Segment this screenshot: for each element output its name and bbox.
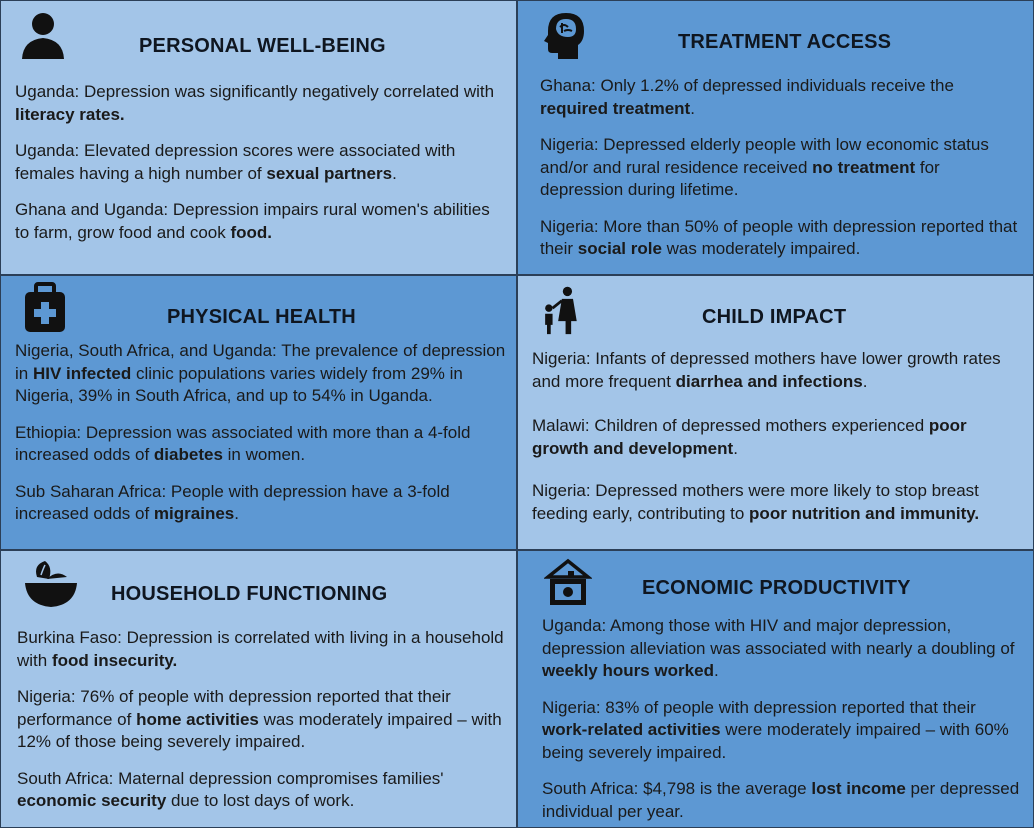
money-house-icon <box>544 557 592 609</box>
panel-body <box>15 81 506 258</box>
panel-body <box>542 615 1023 828</box>
panel-title: PHYSICAL HEALTH <box>167 306 356 328</box>
fact-item: Nigeria: Depressed mothers were more likely to stop breast feeding early, contributing to poor nutrition and immunity. <box>532 481 980 523</box>
panel-child-impact <box>517 275 1034 550</box>
fact-item: Malawi: Children of depressed mothers experienced poor growth and development. <box>532 416 967 458</box>
fact-item: Nigeria: More than 50% of people with depression reported that their social role was moderately impaired. <box>540 216 1018 258</box>
panel-body <box>532 348 1023 539</box>
fact-item: Nigeria: 76% of people with depression reported that their performance of home activities was moderately impaired – with 12% of those being severely impaired. <box>17 687 502 751</box>
panel-body <box>540 75 1023 275</box>
fact-item: Ghana and Uganda: Depression impairs rural women's abilities to farm, grow food and cook food. <box>15 200 490 242</box>
panel-physical-health <box>0 275 517 550</box>
fact-item: Nigeria: 83% of people with depression reported that their work-related activities were moderately impaired – with 60% being severely impaired. <box>542 697 1009 762</box>
fact-item: Nigeria: Infants of depressed mothers have lower growth rates and more frequent diarrhea and infections. <box>532 349 1001 391</box>
mother-child-icon <box>536 284 584 336</box>
fact-item: Ethiopia: Depression was associated with more than a 4-fold increased odds of diabetes in women. <box>15 422 471 464</box>
panel-title: TREATMENT ACCESS <box>678 31 892 53</box>
fact-item: Uganda: Depression was significantly negatively correlated with literacy rates. <box>15 82 495 124</box>
panel-title: HOUSEHOLD FUNCTIONING <box>111 583 388 605</box>
panel-body <box>15 340 506 540</box>
panel-title: CHILD IMPACT <box>702 306 847 328</box>
panel-body <box>17 627 506 827</box>
fact-item: South Africa: $4,798 is the average lost income per depressed individual per year. <box>542 779 1020 821</box>
brain-head-icon <box>540 9 588 61</box>
medical-kit-icon <box>21 282 69 334</box>
fact-item: Sub Saharan Africa: People with depression have a 3-fold increased odds of migraines. <box>15 481 450 523</box>
fact-item: Nigeria, South Africa, and Uganda: The prevalence of depression in HIV infected clinic populations varies widely from 29% in Nigeria, 39% in South Africa, and up to 54% in Uganda. <box>15 341 506 405</box>
fact-item: Nigeria: Depressed elderly people with low economic status and/or and rural residence received no treatment for depression during lifetime. <box>540 135 989 199</box>
panel-economic-productivity <box>517 550 1034 828</box>
fact-item: Uganda: Elevated depression scores were associated with females having a high number of sexual partners. <box>15 141 456 183</box>
fact-item: Uganda: Among those with HIV and major depression, depression alleviation was associated with nearly a doubling of weekly hours worked. <box>542 616 1015 680</box>
panel-treatment-access <box>517 0 1034 275</box>
panel-household-functioning <box>0 550 517 828</box>
fact-item: Ghana: Only 1.2% of depressed individuals receive the required treatment. <box>540 76 954 118</box>
fact-item: South Africa: Maternal depression compromises families' economic security due to lost days of work. <box>17 768 444 810</box>
person-icon <box>19 9 67 61</box>
food-bowl-icon <box>23 559 79 611</box>
fact-item: Burkina Faso: Depression is correlated with living in a household with food insecurity. <box>17 628 504 670</box>
panel-title: PERSONAL WELL-BEING <box>139 35 386 57</box>
panel-personal-well-being <box>0 0 517 275</box>
panel-title: ECONOMIC PRODUCTIVITY <box>642 577 911 599</box>
